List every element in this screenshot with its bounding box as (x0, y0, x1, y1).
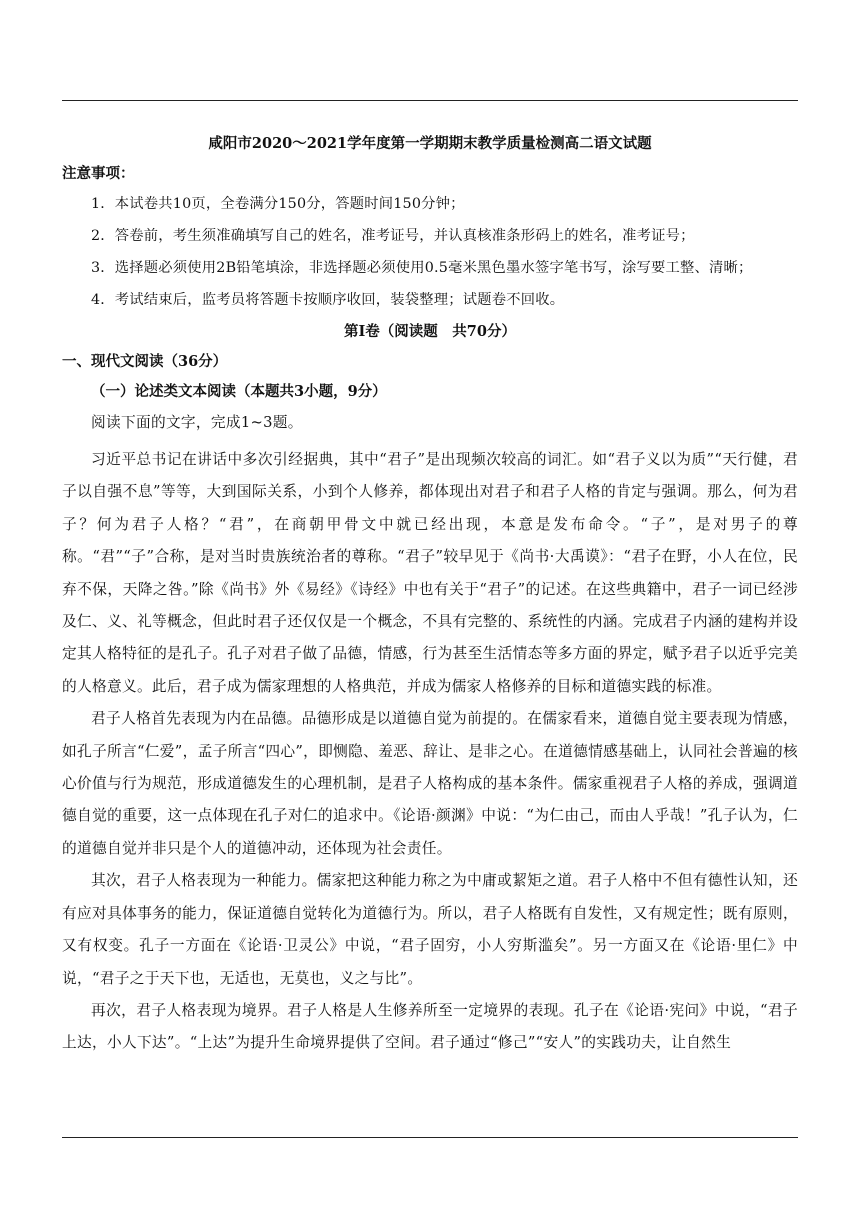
notice-item: 4．考试结束后，监考员将答题卡按顺序收回，装袋整理；试题卷不回收。 (91, 292, 565, 308)
body-paragraph: 君子人格首先表现为内在品德。品德形成是以道德自觉为前提的。在儒家看来，道德自觉主要表现为情感，如孔子所言“仁爱”，孟子所言“四心”，即恻隐、羞恶、辞让、是非之心。在道德情感基础上，认同社会普遍的核心价值与行为规范，形成道德发生的心理机制，是君子人格构成的基本条件。儒家重视君子人格的养成，强调道德自觉的重要，这一点体现在孔子对仁的追求中。《论语·颜渊》中说：“为仁由己，而由人乎哉！”孔子认为，仁的道德自觉并非只是个人的道德冲动，还体现为社会责任。 (62, 710, 798, 857)
notice-item: 1．本试卷共10页，全卷满分150分，答题时间150分钟； (91, 196, 465, 212)
footer-rule (62, 1137, 798, 1138)
notice-item: 2．答卷前，考生须准确填写自己的姓名，准考证号，并认真核准条形码上的姓名，准考证号； (91, 228, 695, 244)
exam-title: 咸阳市2020～2021学年度第一学期期末教学质量检测高二语文试题 (208, 135, 652, 152)
header-rule (62, 100, 798, 101)
body-paragraph: 其次，君子人格表现为一种能力。儒家把这种能力称之为中庸或絜矩之道。君子人格中不但有德性认知，还有应对具体事务的能力，保证道德自觉转化为道德行为。所以，君子人格既有自发性，又有规定性；既有原则，又有权变。孔子一方面在《论语·卫灵公》中说，“君子固穷，小人穷斯滥矣”。另一方面又在《论语·里仁》中说，“君子之于天下也，无适也，无莫也，义之与比”。 (62, 872, 798, 987)
notice-heading: 注意事项： (62, 165, 135, 182)
subsection-heading: （一）论述类文本阅读（本题共3小题，9分） (91, 383, 387, 400)
body-paragraph: 习近平总书记在讲话中多次引经据典，其中“君子”是出现频次较高的词汇。如“君子义以为质”“天行健，君子以自强不息”等等，大到国际关系，小到个人修养，都体现出对君子和君子人格的肯定与强调。那么，何为君子？何为君子人格？“君”，在商朝甲骨文中就已经出现，本意是发布命令。“子”，是对男子的尊称。“君”“子”合称，是对当时贵族统治者的尊称。“君子”较早见于《尚书·大禹谟》：“君子在野，小人在位，民弃不保，天降之咎。”除《尚书》外《易经》《诗经》中也有关于“君子”的记述。在这些典籍中，君子一词已经涉及仁、义、礼等概念，但此时君子还仅仅是一个概念，不具有完整的、系统性的内涵。完成君子内涵的建构并设定其人格特征的是孔子。孔子对君子做了品德，情感，行为甚至生活情态等多方面的界定，赋予君子以近乎完美的人格意义。此后，君子成为儒家理想的人格典范，并成为儒家人格修养的目标和道德实践的标准。 (62, 451, 798, 695)
notice-item: 3．选择题必须使用2B铅笔填涂，非选择题必须使用0.5毫米黑色墨水签字笔书写，涂写要工整、清晰； (91, 260, 753, 276)
section-heading: 一、现代文阅读（36分） (62, 353, 228, 370)
body-paragraph: 再次，君子人格表现为境界。君子人格是人生修养所至一定境界的表现。孔子在《论语·宪问》中说，“君子上达，小人下达”。“上达”为提升生命境界提供了空间。君子通过“修己”“安人”的实践功夫，让自然生 (62, 1001, 798, 1052)
reading-instruction: 阅读下面的文字，完成1~3题。 (91, 414, 303, 431)
exam-page (62, 134, 798, 1060)
volume-heading: 第Ⅰ卷（阅读题 共70分） (344, 323, 516, 340)
